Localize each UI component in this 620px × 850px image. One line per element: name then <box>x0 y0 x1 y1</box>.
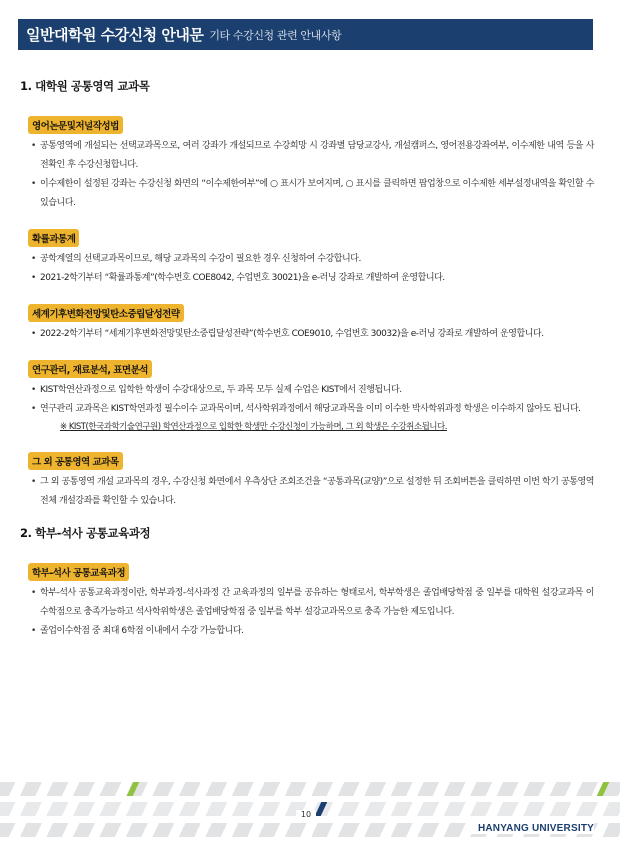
page-number: 10 <box>296 810 316 819</box>
page-header <box>18 19 593 50</box>
bullet-item: • 이수제한이 설정된 강좌는 수강신청 화면의 “이수제한여부”에 ○ 표시가 보여지며, ○ 표시를 클릭하면 팝업창으로 이수제한 세부설정내역을 확인할 수 있습니다. <box>28 175 594 213</box>
course-block <box>28 450 594 511</box>
bullet-item: • 연구관리 교과목은 KIST학연과정 필수이수 교과목이며, 석사학위과정에서 해당교과목을 이미 이수한 박사학위과정 학생은 이수하지 않아도 됩니다. <box>28 400 594 419</box>
section-title: 1. 대학원 공통영역 교과목 <box>20 79 150 93</box>
course-badge: 그 외 공통영역 교과목 <box>28 452 123 470</box>
bullet-item: • 학부-석사 공통교육과정이란, 학부과정-석사과정 간 교육과정의 일부를 공유하는 형태로서, 학부학생은 졸업배당학점 중 일부를 대학원 설강교과목 이수학점으로 충족가능하고 석사학위학생은 졸업배당학점 중 일부를 학부 설강교과목으로 충족 가능한 제도입니다. <box>28 584 594 622</box>
bullet-item: • 공통영역에 개설되는 선택교과목으로, 여러 강좌가 개설되므로 수강희망 시 강좌별 담당교강사, 개설캠퍼스, 영어전용강좌여부, 이수제한 내역 등을 사전확인 후 수강신청합니다. <box>28 137 594 175</box>
course-badge: 확률과통계 <box>28 229 79 247</box>
bullet-item: • 그 외 공통영역 개설 교과목의 경우, 수강신청 화면에서 우측상단 조회조건을 “공통과목(교양)”으로 설정한 뒤 조회버튼을 클릭하면 이번 학기 공통영역 전체 개설강좌를 확인할 수 있습니다. <box>28 473 594 511</box>
section-title: 2. 학부-석사 공통교육과정 <box>20 526 151 540</box>
course-badge: 영어논문및저널작성법 <box>28 116 123 134</box>
header-subtitle: 기타 수강신청 관련 안내사항 <box>209 28 342 42</box>
course-badge: 학부-석사 공통교육과정 <box>28 563 129 581</box>
course-badge: 세계기후변화전망및탄소중립달성전략 <box>28 304 184 322</box>
header-title: 일반대학원 수강신청 안내문 <box>26 26 204 44</box>
bullet-item: • 졸업이수학점 중 최대 6학점 이내에서 수강 가능합니다. <box>28 622 594 641</box>
course-block <box>28 302 594 344</box>
note-text: ※ KIST(한국과학기술연구원) 학연산과정으로 입학한 학생만 수강신청이 가능하며, 그 외 학생은 수강취소됩니다. <box>60 422 447 432</box>
footer-stripes-top <box>0 782 620 796</box>
university-logo-text: HANYANG UNIVERSITY <box>472 823 594 834</box>
course-badge: 연구관리, 재료분석, 표면분석 <box>28 360 152 378</box>
course-block <box>28 358 594 436</box>
bullet-item: • 2021-2학기부터 “확률과통계”(학수번호 COE8042, 수업번호 30021)을 e-러닝 강좌로 개발하여 운영합니다. <box>28 269 594 288</box>
course-block <box>28 114 594 213</box>
bullet-item: • KIST학연산과정으로 입학한 학생이 수강대상으로, 두 과목 모두 실제 수업은 KIST에서 진행됩니다. <box>28 381 594 400</box>
bullet-item: • 공학계열의 선택교과목이므로, 해당 교과목의 수강이 필요한 경우 신청하여 수강합니다. <box>28 250 594 269</box>
document-content <box>18 78 594 655</box>
course-block <box>28 227 594 288</box>
course-block <box>28 561 594 641</box>
bullet-item: • 2022-2학기부터 “세계기후변화전망및탄소중립달성전략”(학수번호 COE9010, 수업번호 30032)을 e-러닝 강좌로 개발하여 운영합니다. <box>28 325 594 344</box>
